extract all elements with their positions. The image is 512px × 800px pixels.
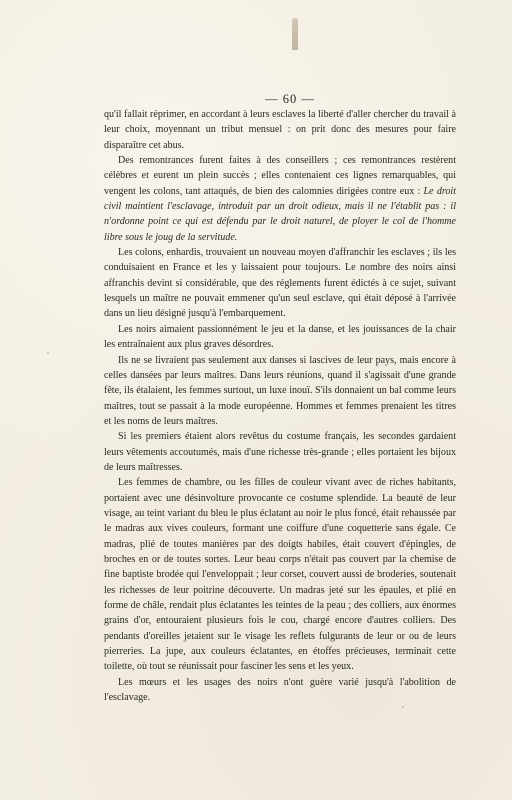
paragraph-text: Des remontrances furent faites à des conseillers ; ces remontrances restèrent célèbres et eurent un plein succès ; elles contenaient ces lignes remarquables, qui vengent les colons, tant attaqués, de bien des calomnies dirigées contre eux : [104,155,456,197]
paragraph: Ils ne se livraient pas seulement aux danses si lascives de leur pays, mais encore à celles dansées par leurs maîtres. Dans leurs réunions, quand il s'agissait d'une grande fête, ils étalaient, les femmes surtout, un luxe inouï. S'ils donnaient un bal comme leurs maîtres, tout se passait à la mode européenne. Hommes et femmes prenaient les titres et les noms de leurs maîtres. [104,354,456,427]
paragraph [104,153,456,245]
body-text [104,107,456,705]
italic-quote: Le droit civil maintient l'esclavage, introduit par un droit odieux, mais il ne l'établit pas : il n'ordonne point ce qui est défendu par le droit naturel, de ployer le col de l'homme libre sous le joug de la servitude. [104,185,456,243]
paragraph: Les mœurs et les usages des noirs n'ont guère varié jusqu'à l'abolition de l'esclavage. [104,676,456,704]
paragraph: Les noirs aimaient passionnément le jeu et la danse, et les jouissances de la chair les entraînaient aux plus graves désordres. [104,323,456,351]
page-number: — 60 — [265,92,315,106]
paragraph: Les colons, enhardis, trouvaient un nouveau moyen d'affranchir les esclaves ; ils les conduisaient en France et les y laissaient pour toujours. Le nombre des noirs ainsi affranchis devint si considérable, que des réglements furent édictés à ce sujet, suivant lesquels un maître ne pouvait emmener qu'un seul esclave, qui était déposé à l'arrivée dans un lieu désigné jusqu'à l'embarquement. [104,247,456,320]
page-mark [292,18,298,50]
paper-speck [47,352,49,354]
paragraph: Si les premiers étaient alors revêtus du costume français, les secondes gardaient leurs vêtements accoutumés, mais d'une richesse très-grande ; elles portaient les bijoux de leurs maîtresses. [104,431,456,473]
paragraph: Les femmes de chambre, ou les filles de couleur vivant avec de riches habitants, portaient avec une désinvolture provocante ce costume splendide. La beauté de leur visage, au teint variant du bleu le plus éclatant au noir le plus foncé, était rehaussée par le madras aux vives couleurs, formant une coiffure d'une coquetterie sans égale. Ce madras, plié de toutes manières par des doigts habiles, était couvert d'épingles, de broches en or de toutes sortes. Leur beau corps n'était pas couvert par la chemise de fine baptiste brodée qui l'enveloppait ; leur corset, couvert aussi de broderies, soutenait les richesses de leur poitrine découverte. Un madras jeté sur les épaules, et plié en forme de châle, rendait plus éclatantes les teintes de la peau ; des colliers, aux énormes grains d'or, entouraient plusieurs fois le cou, chargé encore d'autres colliers. Des pendants d'oreilles jetaient sur le visage les reflets fulgurants de leur or ou de leurs pierreries. La jupe, aux couleurs éclatantes, en étoffes précieuses, terminait cette toilette, où tout se réunissait pour fasciner les sens et les yeux. [104,477,456,673]
paragraph: qu'il fallait réprimer, en accordant à leurs esclaves la liberté d'aller chercher du travail à leur choix, moyennant un tribut mensuel : on prit donc des mesures pour faire disparaître cet abus. [104,109,456,151]
paper-speck [402,706,404,708]
